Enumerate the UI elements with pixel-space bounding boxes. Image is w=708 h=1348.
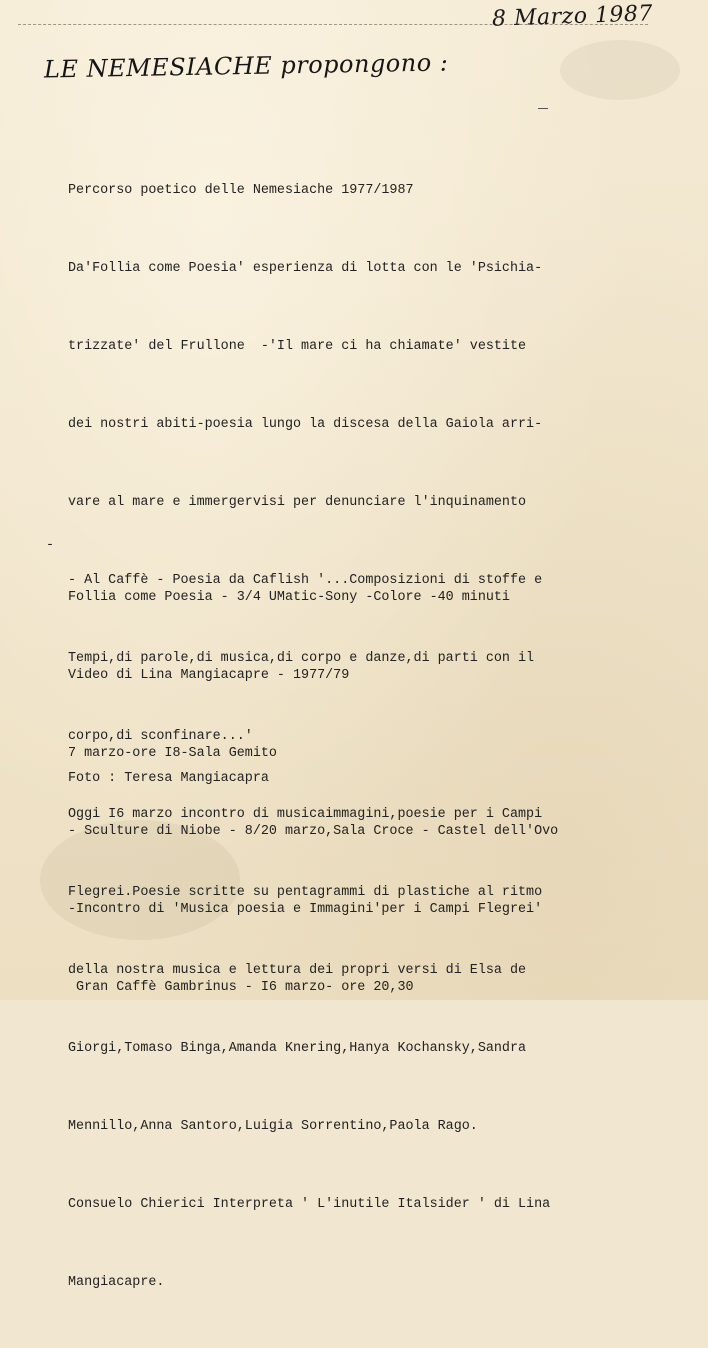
main-line: vare al mare e immergervisi per denunciare l'inquinamento xyxy=(68,495,527,510)
handwritten-heading: LE NEMESIACHE propongono : xyxy=(43,48,449,84)
main-line: trizzate' del Frullone -'Il mare ci ha chiamate' vestite xyxy=(68,339,527,354)
event-line: Follia come Poesia - 3/4 UMatic-Sony -Colore -40 minuti xyxy=(68,590,510,605)
main-line: corpo,di sconfinare...' xyxy=(68,729,253,744)
event-line: Gran Caffè Gambrinus - I6 marzo- ore 20,30 xyxy=(68,980,414,995)
main-line: Flegrei.Poesie scritte su pentagrammi di plastiche al ritmo xyxy=(68,885,543,900)
main-line: dei nostri abiti-poesia lungo la discesa della Gaiola arri- xyxy=(68,417,543,432)
event-line: - Sculture di Niobe - 8/20 marzo,Sala Croce - Castel dell'Ovo xyxy=(68,824,559,839)
margin-tick xyxy=(538,108,548,109)
event-line: Video di Lina Mangiacapre - 1977/79 xyxy=(68,668,350,683)
main-line: Mennillo,Anna Santoro,Luigia Sorrentino,Paola Rago. xyxy=(68,1119,478,1134)
event-line: 7 marzo-ore I8-Sala Gemito xyxy=(68,746,277,761)
main-line: Giorgi,Tomaso Binga,Amanda Knering,Hanya Kochansky,Sandra xyxy=(68,1041,527,1056)
handwritten-date: 8 Marzo 1987 xyxy=(491,1,654,32)
main-line: Percorso poetico delle Nemesiache 1977/1987 xyxy=(68,183,414,198)
paper-stain xyxy=(560,40,680,100)
main-line: della nostra musica e lettura dei propri versi di Elsa de xyxy=(68,963,527,978)
event-line: -Incontro di 'Musica poesia e Immagini'per i Campi Flegrei' xyxy=(68,902,543,917)
main-line: Da'Follia come Poesia' esperienza di lotta con le 'Psichia- xyxy=(68,261,543,276)
events-bullet: - xyxy=(46,538,55,553)
photo-credit-line: Foto : Teresa Mangiacapra xyxy=(68,771,269,786)
main-line: Consuelo Chierici Interpreta ' L'inutile Italsider ' di Lina xyxy=(68,1197,551,1212)
photo-credit xyxy=(68,714,269,844)
main-line: Oggi I6 marzo incontro di musicaimmagini,poesie per i Campi xyxy=(68,807,543,822)
main-line: Mangiacapre. xyxy=(68,1275,165,1290)
main-line: Tempi,di parole,di musica,di corpo e danze,di parti con il xyxy=(68,651,535,666)
main-line: - Al Caffè - Poesia da Caflish '...Composizioni di stoffe e xyxy=(68,573,543,588)
